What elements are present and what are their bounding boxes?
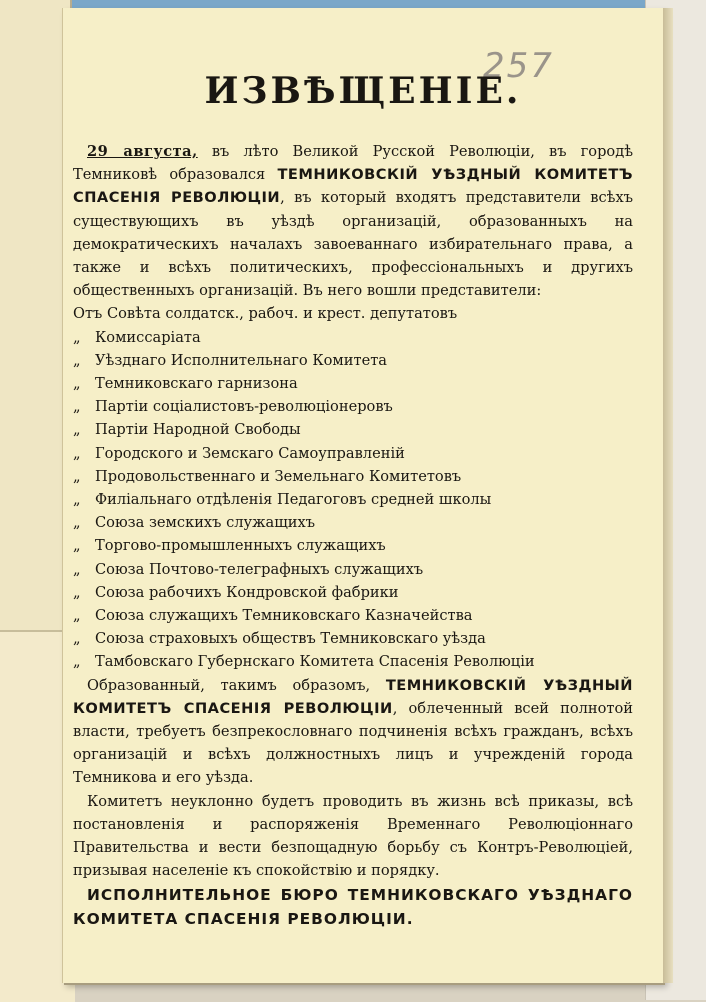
ditto-mark: „ (73, 514, 81, 532)
list-item-label: Союза Почтово-телеграфныхъ служащихъ (95, 560, 424, 578)
list-item (73, 534, 633, 557)
sheet-edge (663, 8, 673, 983)
list-item (73, 627, 633, 650)
intro-paragraph: 29 августа, въ лѣто Великой Русской Революціи, въ городѣ Темниковѣ образовался ТЕМНИКОВСКІЙ УѢЗДНЫЙ КОМИТЕТЪ СПАСЕНІЯ РЕВОЛЮЦІИ, въ который входятъ представители всѣхъ существующихъ въ уѣздѣ организацій, образованныхъ на демократическихъ началахъ завоеваннаго избирательнаго права, а также и всѣхъ политическихъ, профессіональныхъ и другихъ общественныхъ организацій. Въ него вошли представители: (73, 143, 633, 300)
ditto-mark: „ (73, 467, 81, 485)
list-item-label: Союза страховыхъ обществъ Темниковскаго уѣзда (95, 630, 486, 648)
list-item (73, 558, 633, 581)
ditto-mark: „ (73, 560, 81, 578)
signature: ИСПОЛНИТЕЛЬНОЕ БЮРО ТЕМНИКОВСКАГО УѢЗДНАГО КОМИТЕТА СПАСЕНІЯ РЕВОЛЮЦІИ. (73, 885, 633, 928)
ditto-mark: „ (73, 375, 81, 393)
list-item (73, 395, 633, 418)
ditto-mark: „ (73, 398, 81, 416)
list-item (73, 349, 633, 372)
list-item (73, 442, 633, 465)
list-item-label: Филіальнаго отдѣленія Педагоговъ средней школы (95, 491, 492, 509)
mission-paragraph: Комитетъ неуклонно будетъ проводить въ жизнь всѣ приказы, всѣ постановленія и распоряженія Временнаго Революціоннаго Правительства и вести безпощадную борьбу съ Контръ-Революціей, призывая населеніе къ спокойствію и порядку. (73, 792, 633, 880)
authority-paragraph: Образованный, такимъ образомъ, ТЕМНИКОВСКІЙ УѢЗДНЫЙ КОМИТЕТЪ СПАСЕНІЯ РЕВОЛЮЦІИ, облеченный всей полнотой власти, требуетъ безпрекословнаго подчиненія всѣхъ гражданъ, всѣхъ организацій и всѣхъ должностныхъ лицъ и учрежденій города Темникова и его уѣзда. (73, 676, 634, 787)
list-item (73, 326, 633, 349)
ditto-mark: „ (73, 583, 81, 601)
notice-sheet (62, 8, 663, 983)
notice-date: 29 августа, (87, 143, 198, 160)
representatives-list (73, 302, 633, 673)
notice-title: ИЗВѢЩЕНІЕ. (204, 70, 522, 112)
list-item-label: Союза земскихъ служащихъ (95, 514, 316, 532)
list-item-label: Партіи Народной Свободы (95, 421, 301, 439)
committee-name: ТЕМНИКОВСКІЙ УѢЗДНЫЙ КОМИТЕТЪ СПАСЕНІЯ РЕВОЛЮЦІИ (73, 166, 633, 207)
ditto-mark: „ (73, 607, 81, 625)
list-item (73, 581, 633, 604)
ditto-mark: „ (73, 421, 81, 439)
list-item-label: Городского и Земскаго Самоуправленій (95, 444, 405, 462)
list-item-label: Продовольственнаго и Земельнаго Комитетовъ (95, 467, 462, 485)
ditto-mark: „ (73, 351, 81, 369)
notice-body (73, 140, 633, 931)
list-item-label: Комиссаріата (95, 328, 201, 346)
archive-number: 257 (483, 46, 554, 86)
list-item-label: Тамбовскаго Губернскаго Комитета Спасенія Революціи (95, 653, 535, 671)
committee-name: ТЕМНИКОВСКІЙ УѢЗДНЫЙ КОМИТЕТЪ СПАСЕНІЯ РЕВОЛЮЦІИ (73, 676, 634, 717)
list-item (73, 511, 633, 534)
list-item: Отъ Совѣта солдатск., рабоч. и крест. депутатовъ (73, 305, 458, 323)
list-item (73, 604, 633, 627)
list-item (73, 650, 633, 673)
list-item (73, 372, 633, 395)
list-item (73, 488, 633, 511)
ditto-mark: „ (73, 653, 81, 671)
list-item-label: Уѣзднаго Исполнительнаго Комитета (95, 351, 387, 369)
list-item-label: Темниковскаго гарнизона (95, 375, 298, 393)
list-item-label: Партіи соціалистовъ-революціонеровъ (95, 398, 393, 416)
ditto-mark: „ (73, 328, 81, 346)
ditto-mark: „ (73, 537, 81, 555)
ditto-mark: „ (73, 491, 81, 509)
ditto-mark: „ (73, 444, 81, 462)
ditto-mark: „ (73, 630, 81, 648)
list-item-label: Союза служащихъ Темниковскаго Казначейства (95, 607, 473, 625)
list-item (73, 418, 633, 441)
list-item (73, 465, 633, 488)
list-item-label: Торгово-промышленныхъ служащихъ (95, 537, 386, 555)
list-item-label: Союза рабочихъ Кондровской фабрики (95, 583, 399, 601)
